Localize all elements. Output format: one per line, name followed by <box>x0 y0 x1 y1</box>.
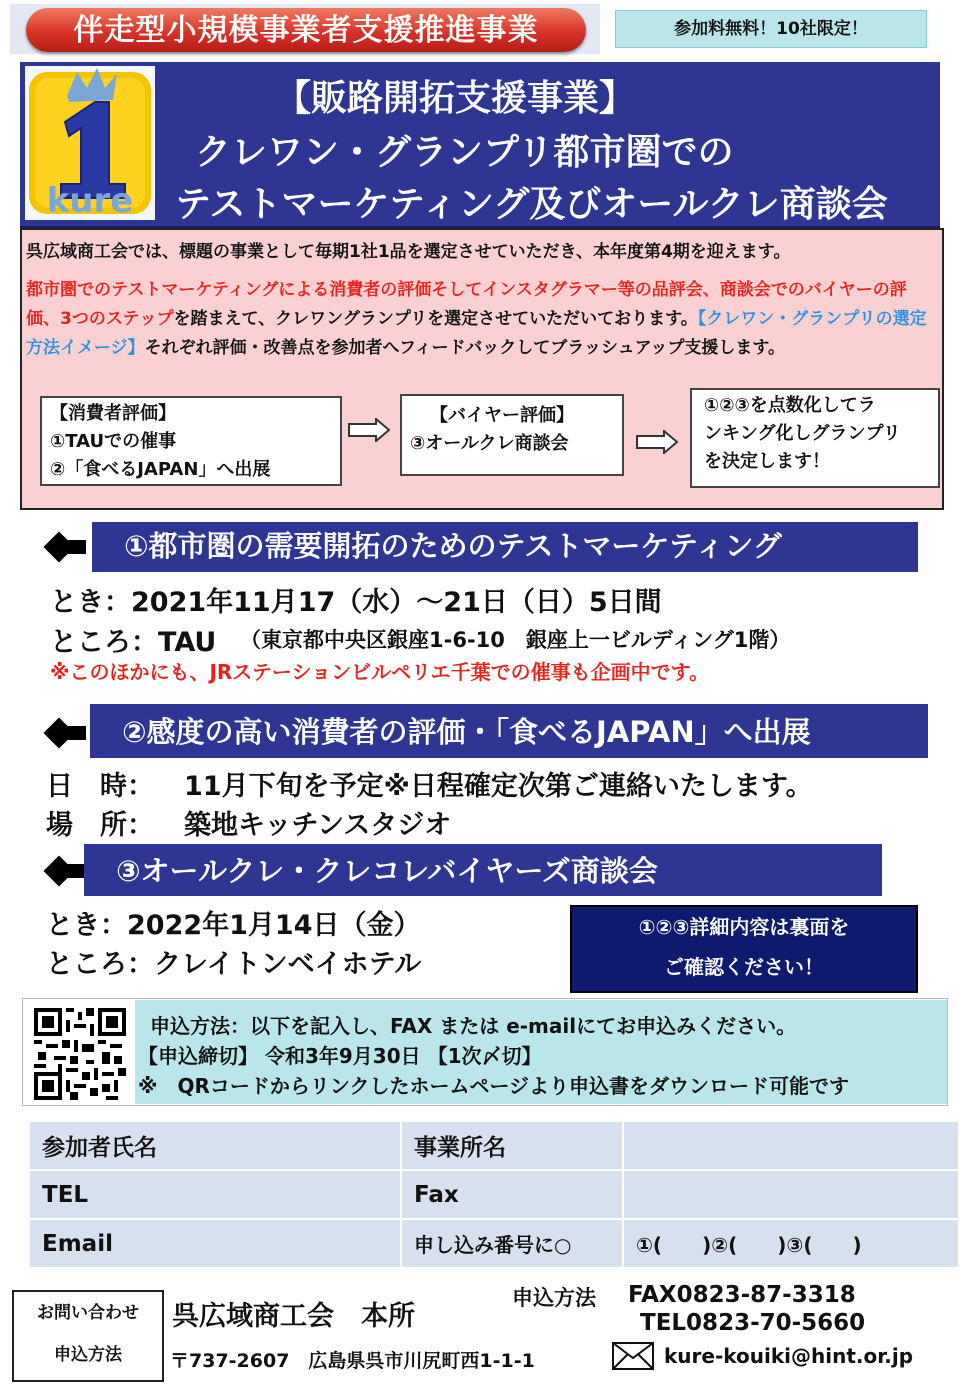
step-consumer-item-1: ①TAUでの催事 <box>50 431 177 452</box>
application-qr-note: ※ QRコードからリンクしたホームページより申込書をダウンロード可能です <box>138 1074 850 1098</box>
step-grandprix-line-2: ンキング化しグランプリ <box>704 423 901 444</box>
form-field-choice[interactable]: ①( )②( )③( ) <box>624 1220 958 1267</box>
form-label-name: 参加者氏名 <box>30 1122 400 1169</box>
form-label-company: 事業所名 <box>402 1122 622 1169</box>
title-block <box>20 62 940 229</box>
title-line-2: クレワン・グランプリ都市圏での <box>195 132 734 173</box>
section1-heading: ①都市圏の需要開拓のためのテストマーケティング <box>92 522 918 572</box>
intro-red-text: 都市圏でのテストマーケティングによる消費者の評価そしてインスタグラマー等の品評会、商談会でのバイヤーの評価、3つのステップ <box>26 280 907 329</box>
kure-one-logo <box>25 66 155 220</box>
section2-heading: ②感度の高い消費者の評価・「食べるJAPAN」へ出展 <box>90 704 928 758</box>
section-bullet-tail <box>66 540 86 554</box>
footer-fax: FAX0823-87-3318 <box>628 1282 856 1308</box>
arrow-right-icon <box>348 418 390 442</box>
step-consumer-item-2: ②「食べるJAPAN」へ出展 <box>50 459 271 480</box>
program-banner: 伴走型小規模事業者支援推進事業 <box>26 8 586 52</box>
callout-line-1: ①②③詳細内容は裏面を <box>638 915 850 939</box>
intro-rest-text: それぞれ評価・改善点を参加者へフィードバックしてブラッシュアップ支援します。 <box>144 338 786 358</box>
footer-tel: TEL0823-70-5660 <box>640 1310 866 1336</box>
section2-date-value: 11月下旬を予定※日程確定次第ご連絡いたします。 <box>184 771 813 802</box>
application-form <box>28 1120 960 1269</box>
intro-black-text: を踏まえて、クレワングランプリを選定させていただいております。 <box>173 309 698 329</box>
section3-when: とき：2022年1月14日（金） <box>46 910 421 941</box>
section-bullet-tail <box>66 726 86 740</box>
form-field-company[interactable] <box>624 1122 958 1169</box>
section1-where-label: ところ：TAU <box>50 627 217 658</box>
step-grandprix <box>690 388 940 488</box>
step-consumer <box>40 396 342 486</box>
step-grandprix-line-3: を決定します！ <box>704 451 830 472</box>
form-label-fax: Fax <box>402 1171 622 1218</box>
step-grandprix-line-1: ①②③を点数化してラ <box>704 395 876 416</box>
section2-place-label: 場 所： <box>46 810 154 841</box>
section1-when: とき：2021年11月17（水）～21日（日）5日間 <box>50 587 662 618</box>
intro-box <box>20 228 944 510</box>
footer-method-label: 申込方法 <box>512 1286 596 1310</box>
section1-where-detail: （東京都中央区銀座1-6-10 銀座上一ビルディング1階） <box>240 628 791 652</box>
form-row-tel <box>30 1171 958 1218</box>
callout-line-2: ご確認ください！ <box>664 955 824 979</box>
logo-text: kure <box>46 181 134 220</box>
form-label-email: Email <box>30 1220 400 1267</box>
title-line-1: 【販路開拓支援事業】 <box>275 78 636 119</box>
section2-date-label: 日 時： <box>46 771 154 802</box>
step-consumer-title: 【消費者評価】 <box>50 403 176 424</box>
section2-place-value: 築地キッチンスタジオ <box>184 810 452 841</box>
form-row-email <box>30 1220 958 1267</box>
contact-box <box>12 1290 164 1382</box>
application-deadline: 【申込締切】 令和3年9月30日 【1次〆切】 <box>138 1044 542 1068</box>
step-buyer <box>400 394 624 476</box>
arrow-right-icon <box>636 430 678 454</box>
qr-code-icon[interactable] <box>34 1008 126 1100</box>
contact-line-1: お問い合わせ <box>37 1303 139 1323</box>
step-buyer-item: ③オールクレ商談会 <box>410 433 569 454</box>
intro-paragraph <box>26 276 938 386</box>
application-method: 申込方法：以下を記入し、FAX または e-mailにてお申込みください。 <box>150 1014 797 1038</box>
footer-email[interactable]: kure-kouiki@hint.or.jp <box>664 1344 914 1368</box>
org-name: 呉広域商工会 本所 <box>172 1301 415 1332</box>
section1-note: ※このほかにも、JRステーションビルペリエ千葉での催事も企画中です。 <box>50 660 710 684</box>
intro-blue-text: 【クレワン・グランプリの選定方法イメージ】 <box>26 309 927 358</box>
free-participation-note: 参加料無料！10社限定！ <box>615 10 927 48</box>
org-address: 〒737-2607 広島県呉市川尻町西1-1-1 <box>170 1350 535 1372</box>
section3-heading: ③オールクレ・クレコレバイヤーズ商談会 <box>84 844 882 896</box>
details-callout <box>570 905 918 993</box>
form-label-choice: 申し込み番号に○ <box>402 1220 622 1267</box>
title-line-3: テストマーケティング及びオールクレ商談会 <box>175 184 888 225</box>
intro-line-1: 呉広域商工会では、標題の事業として毎期1社1品を選定させていただき、本年度第4期を迎えます。 <box>26 242 791 262</box>
step-buyer-title: 【バイヤー評価】 <box>430 405 574 426</box>
envelope-icon <box>612 1342 654 1370</box>
contact-line-2: 申込方法 <box>54 1345 122 1365</box>
form-field-fax[interactable] <box>624 1171 958 1218</box>
section-bullet-tail <box>66 864 86 878</box>
section3-where: ところ：クレイトンベイホテル <box>46 949 422 980</box>
form-row-name <box>30 1122 958 1169</box>
form-label-tel: TEL <box>30 1171 400 1218</box>
